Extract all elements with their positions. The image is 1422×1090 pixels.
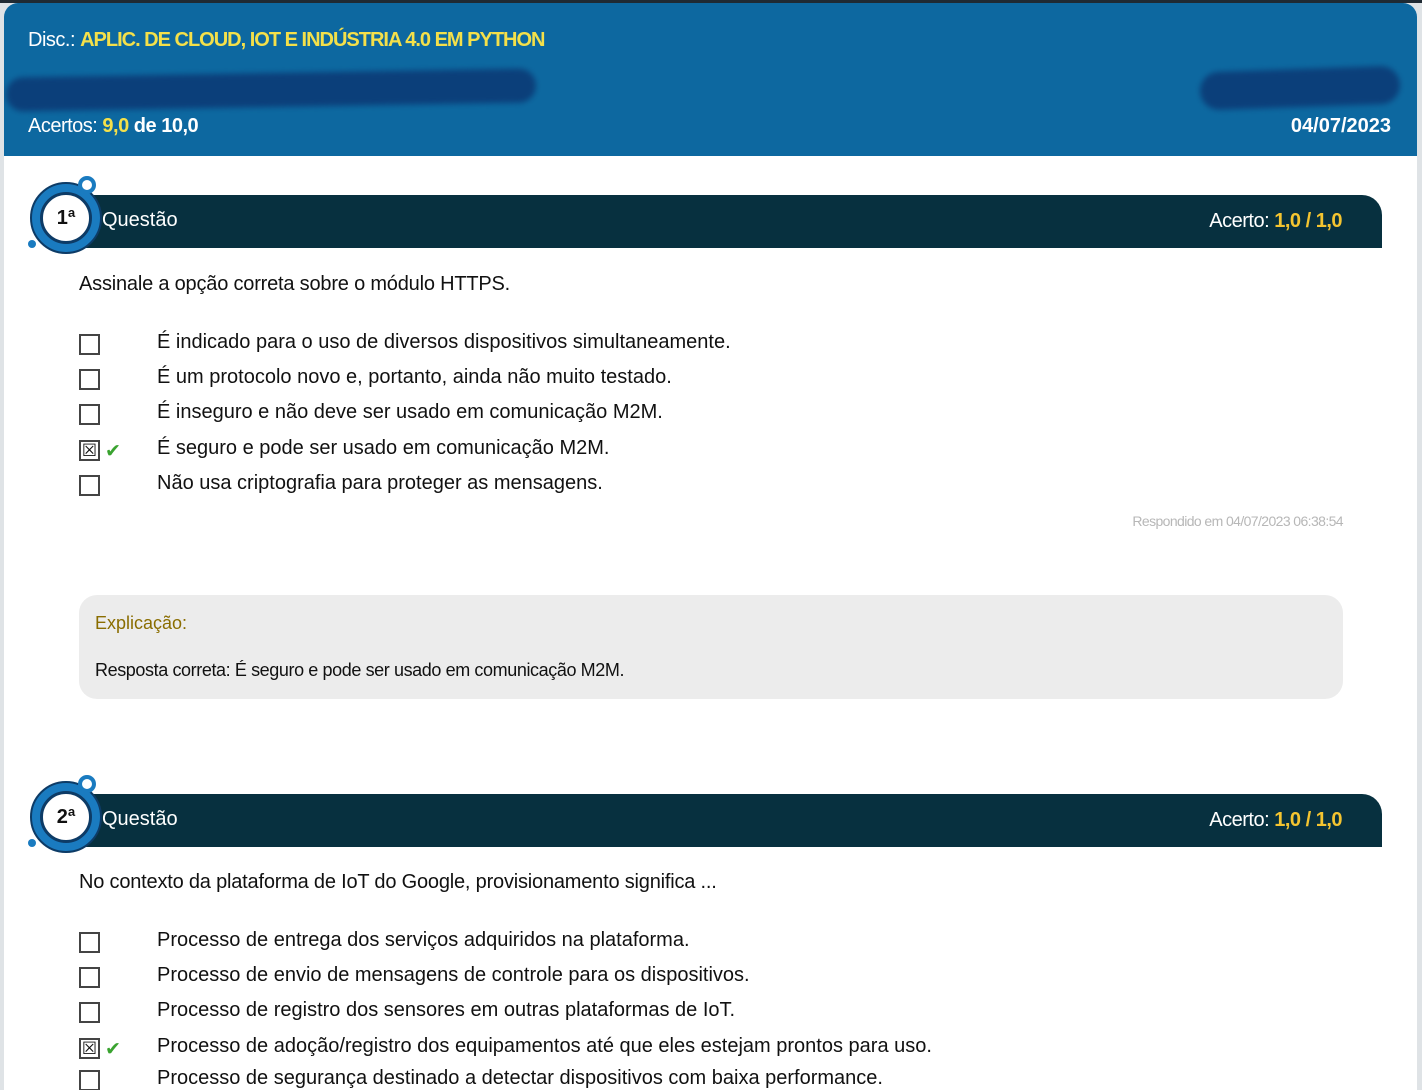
question-1-text: Assinale a opção correta sobre o módulo HTTPS.	[79, 273, 511, 295]
option-text: Não usa criptografia para proteger as mensagens.	[157, 472, 603, 494]
redacted-student-id	[1199, 66, 1400, 111]
explanation-body: Resposta correta: É seguro e pode ser usado em comunicação M2M.	[95, 660, 625, 680]
acerto-value: 1,0 / 1,0	[1274, 210, 1342, 232]
q2-option-3[interactable]	[79, 998, 1279, 1028]
q1-option-3[interactable]	[79, 400, 1279, 430]
score-label: Acertos:	[28, 115, 98, 137]
acerto-label: Acerto:	[1209, 809, 1270, 831]
option-text: Processo de adoção/registro dos equipamentos até que eles estejam prontos para uso.	[157, 1035, 932, 1057]
acerto-value: 1,0 / 1,0	[1274, 809, 1342, 831]
checkbox[interactable]	[79, 1070, 100, 1090]
q1-option-2[interactable]	[79, 365, 1279, 395]
checked-checkbox[interactable]: ☒	[79, 1038, 100, 1059]
q1-option-4[interactable]	[79, 436, 1279, 466]
badge-dot	[28, 839, 36, 847]
acerto-label: Acerto:	[1209, 210, 1270, 232]
redacted-student-name	[6, 68, 537, 111]
exam-date: 04/07/2023	[1290, 115, 1391, 137]
option-text: É inseguro e não deve ser usado em comunicação M2M.	[157, 401, 663, 423]
question-2-text: No contexto da plataforma de IoT do Google, provisionamento significa ...	[79, 871, 717, 893]
question-number: 2ª	[40, 791, 92, 843]
header	[4, 3, 1417, 156]
q2-option-1[interactable]	[79, 928, 1279, 958]
checkbox[interactable]	[79, 404, 100, 425]
option-text: Processo de entrega dos serviços adquiridos na plataforma.	[157, 929, 690, 951]
option-text: É indicado para o uso de diversos dispositivos simultaneamente.	[157, 331, 731, 353]
option-text: Processo de envio de mensagens de controle para os dispositivos.	[157, 964, 750, 986]
q1-option-5[interactable]	[79, 471, 1279, 501]
badge-bubble	[78, 176, 96, 194]
question-header-bar	[76, 195, 1382, 248]
discipline-label: Disc.:	[28, 29, 75, 51]
score	[28, 115, 198, 138]
checkbox[interactable]	[79, 369, 100, 390]
q2-option-2[interactable]	[79, 963, 1279, 993]
option-text: Processo de segurança destinado a detectar dispositivos com baixa performance.	[157, 1067, 883, 1089]
question-number-badge	[30, 182, 102, 254]
correct-check-icon: ✔	[105, 1039, 121, 1060]
question-score	[1209, 210, 1342, 233]
checkbox[interactable]	[79, 1002, 100, 1023]
option-text: É seguro e pode ser usado em comunicação M2M.	[157, 437, 610, 459]
badge-bubble	[78, 775, 96, 793]
badge-dot	[28, 240, 36, 248]
question-number: 1ª	[40, 192, 92, 244]
q1-option-1[interactable]	[79, 330, 1279, 360]
checkbox[interactable]	[79, 932, 100, 953]
review-page	[4, 3, 1417, 1090]
discipline	[28, 29, 544, 52]
question-header-bar	[76, 794, 1382, 847]
q2-option-5[interactable]	[79, 1066, 1279, 1090]
discipline-name: APLIC. DE CLOUD, IOT E INDÚSTRIA 4.0 EM PYTHON	[80, 29, 545, 51]
q2-option-4[interactable]	[79, 1034, 1279, 1064]
explanation-box	[79, 595, 1343, 699]
question-number-badge	[30, 781, 102, 853]
answered-timestamp: Respondido em 04/07/2023 06:38:54	[1132, 513, 1343, 529]
option-text: É um protocolo novo e, portanto, ainda não muito testado.	[157, 366, 672, 388]
checkbox[interactable]	[79, 967, 100, 988]
question-score	[1209, 809, 1342, 832]
correct-check-icon: ✔	[105, 441, 121, 462]
score-value: 9,0	[102, 115, 129, 137]
question-label: Questão	[102, 808, 178, 830]
checkbox[interactable]	[79, 475, 100, 496]
score-total: de 10,0	[133, 115, 199, 137]
checkbox[interactable]	[79, 334, 100, 355]
checked-checkbox[interactable]: ☒	[79, 440, 100, 461]
explanation-title: Explicação:	[95, 613, 188, 633]
question-label: Questão	[102, 209, 178, 231]
option-text: Processo de registro dos sensores em outras plataformas de IoT.	[157, 999, 736, 1021]
